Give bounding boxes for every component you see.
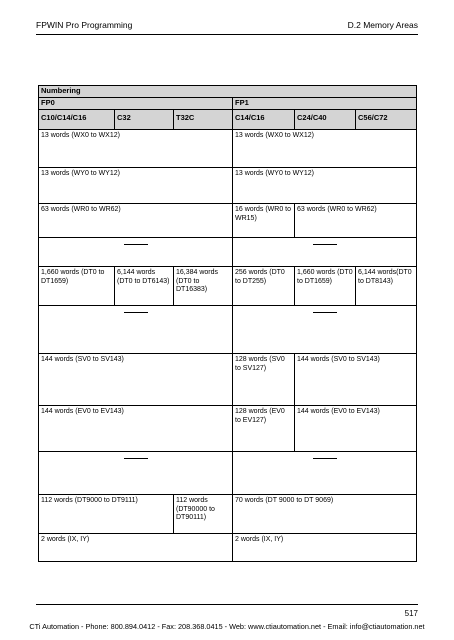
header-rule (36, 34, 418, 35)
dash-mark (313, 312, 337, 313)
table-row (39, 130, 417, 168)
dash-mark (124, 312, 148, 313)
table-row (39, 306, 417, 354)
dash-mark (313, 458, 337, 459)
table-row (39, 354, 417, 406)
numbering-header-row (39, 86, 417, 98)
fp1-header: FP1 (233, 98, 417, 110)
table-cell: 6,144 words(DT0 to DT8143) (356, 267, 417, 306)
dash-mark (124, 458, 148, 459)
table-cell: 2 words (IX, IY) (39, 534, 233, 562)
table-cell: 128 words (EV0 to EV127) (233, 406, 295, 452)
table-cell: 128 words (SV0 to SV127) (233, 354, 295, 406)
table-cell: 63 words (WR0 to WR62) (295, 204, 417, 238)
table-cell: 13 words (WX0 to WX12) (39, 130, 233, 168)
table-cell: 13 words (WX0 to WX12) (233, 130, 417, 168)
table-row (39, 534, 417, 562)
table-cell: 256 words (DT0 to DT255) (233, 267, 295, 306)
table-cell (233, 452, 417, 495)
numbering-header: Numbering (39, 86, 417, 98)
table-row (39, 267, 417, 306)
model-header: C56/C72 (356, 110, 417, 130)
table-cell (233, 306, 417, 354)
table-cell: 6,144 words (DT0 to DT6143) (115, 267, 174, 306)
table-cell: 144 words (EV0 to EV143) (39, 406, 233, 452)
model-header-row (39, 110, 417, 130)
model-header: T32C (174, 110, 233, 130)
table-cell: 112 words (DT9000 to DT9111) (39, 495, 174, 534)
memory-areas-table (38, 85, 417, 562)
model-header: C14/C16 (233, 110, 295, 130)
table-cell: 144 words (EV0 to EV143) (295, 406, 417, 452)
model-header: C24/C40 (295, 110, 356, 130)
page-number: 517 (404, 609, 418, 618)
table-cell: 63 words (WR0 to WR62) (39, 204, 233, 238)
table-cell: 144 words (SV0 to SV143) (39, 354, 233, 406)
table-cell: 70 words (DT 9000 to DT 9069) (233, 495, 417, 534)
table-cell: 112 words (DT90000 to DT90111) (174, 495, 233, 534)
table-cell: 1,660 words (DT0 to DT1659) (295, 267, 356, 306)
table-cell: 13 words (WY0 to WY12) (233, 168, 417, 204)
table-row (39, 406, 417, 452)
table-row (39, 168, 417, 204)
table-cell (39, 452, 233, 495)
series-header-row (39, 98, 417, 110)
table-cell: 16,384 words (DT0 to DT16383) (174, 267, 233, 306)
table-cell: 2 words (IX, IY) (233, 534, 417, 562)
running-header-title: FPWIN Pro Programming (36, 20, 133, 30)
table-row (39, 204, 417, 238)
table-cell (39, 306, 233, 354)
footer-contact: CTi Automation - Phone: 800.894.0412 - Fax: 208.368.0415 - Web: www.ctiautomation.net - Email: info@ctiautomation.net (29, 622, 425, 631)
table-cell: 144 words (SV0 to SV143) (295, 354, 417, 406)
running-header-section: D.2 Memory Areas (347, 20, 418, 30)
table-cell (39, 238, 233, 267)
table-cell (233, 238, 417, 267)
table-row (39, 238, 417, 267)
table-row (39, 452, 417, 495)
table-cell: 16 words (WR0 to WR15) (233, 204, 295, 238)
fp0-header: FP0 (39, 98, 233, 110)
table-cell: 13 words (WY0 to WY12) (39, 168, 233, 204)
dash-mark (313, 244, 337, 245)
table-row (39, 495, 417, 534)
dash-mark (124, 244, 148, 245)
model-header: C32 (115, 110, 174, 130)
model-header: C10/C14/C16 (39, 110, 115, 130)
footer-rule (36, 604, 418, 605)
table-cell: 1,660 words (DT0 to DT1659) (39, 267, 115, 306)
